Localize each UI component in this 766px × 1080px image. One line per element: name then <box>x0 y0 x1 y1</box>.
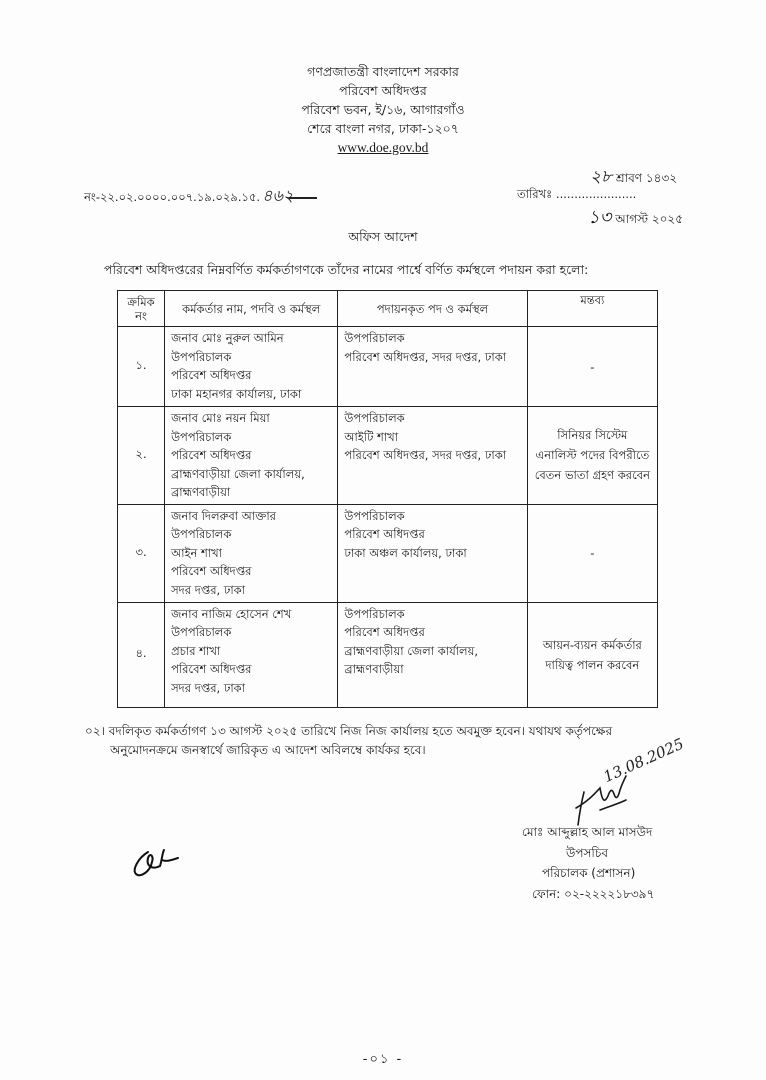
header-serial-line1: ক্রমিক <box>127 294 155 309</box>
cell-officer <box>165 504 338 602</box>
cell-officer-line: পরিবেশ অধিদপ্তর <box>171 662 252 676</box>
table-header-row <box>118 291 658 327</box>
header-posting: পদায়নকৃত পদ ও কর্মস্থল <box>338 291 527 327</box>
letterhead-department: পরিবেশ অধিদপ্তর <box>339 83 427 98</box>
date-english-day: ১৩ <box>588 207 612 228</box>
cell-serial: ৩. <box>118 504 165 602</box>
cell-officer-line: জনাব মোঃ নুরুল আমিন <box>171 331 284 345</box>
cell-serial: ২. <box>118 407 165 505</box>
cell-officer-line: সদর দপ্তর, ঢাকা <box>171 680 246 695</box>
reference-prefix: নং-২২.০২.০০০০.০০৭.১৯.০২৯.১৫. <box>84 190 261 204</box>
cell-remarks-line: বেতন ভাতা গ্রহণ করবেন <box>534 468 650 483</box>
cell-officer-line: ব্রাহ্মণবাড়ীয়া <box>171 485 231 499</box>
reference-handwritten: ৪৬২ <box>262 186 294 205</box>
cell-officer-line: পরিবেশ অধিদপ্তর <box>171 368 252 382</box>
cell-serial: ১. <box>118 327 165 407</box>
cell-remarks <box>527 602 657 707</box>
cell-officer-line: ঢাকা মহানগর কার্যালয়, ঢাকা <box>171 386 302 401</box>
cell-officer-line: জনাব দিলরুবা আক্তার <box>171 508 276 523</box>
intro-text: পরিবেশ অধিদপ্তরের নিম্নবর্ণিত কর্মকর্তাগণকে তাঁদের নামের পার্শ্বে বর্ণিত কর্মস্থলে পদায়ন করা হলো: <box>104 262 589 277</box>
table-row <box>118 407 658 505</box>
document-title: অফিস আদেশ <box>348 229 418 244</box>
table-row <box>118 504 658 602</box>
clause-paragraph <box>85 722 685 760</box>
cell-posting-line: ঢাকা অঞ্চল কার্যালয়, ঢাকা <box>344 545 467 560</box>
handwritten-underline <box>289 197 317 199</box>
signatory-name: মোঃ আব্দুল্লাহ আল মাসউদ <box>522 825 653 839</box>
cell-remarks <box>527 504 657 602</box>
cell-posting-line: উপপরিচালক <box>344 331 405 345</box>
signatory-phone: ফোন: ০২-২২২২১৮৩৯৭ <box>532 886 655 901</box>
cell-remarks-line: দায়িত্ব পালন করবেন <box>545 657 640 672</box>
cell-officer-line: উপপরিচালক <box>171 527 232 541</box>
cell-posting-line: ব্রাহ্মণবাড়ীয়া <box>344 662 404 676</box>
cell-officer-line: উপপরিচালক <box>171 625 232 639</box>
date-label: তারিখঃ ...................... <box>517 187 637 201</box>
cell-posting-line: উপপরিচালক <box>344 508 405 523</box>
cell-officer-line: আইন শাখা <box>171 545 223 560</box>
cell-posting-line: উপপরিচালক <box>344 606 405 621</box>
letterhead-website[interactable]: www.doe.gov.bd <box>337 140 429 155</box>
cell-officer-line: জনাব নাজিম হোসেন শেখ <box>171 606 292 621</box>
clause-line-1: ০২। বদলিকৃত কর্মকর্তাগণ ১৩ আগস্ট ২০২৫ তারিখে নিজ নিজ কার্যালয় হতে অবমুক্ত হবেন। যথাযথ কর্তৃপক্ষের <box>85 724 613 738</box>
cell-posting-line: পরিবেশ অধিদপ্তর <box>344 625 425 639</box>
cell-remarks <box>527 407 657 505</box>
date-bangla-day: ২৮ <box>590 167 613 187</box>
cell-remarks-line: - <box>590 546 595 560</box>
cell-officer-line: জনাব মোঃ নয়ন মিয়া <box>171 411 270 425</box>
letterhead-address-2: শেরে বাংলা নগর, ঢাকা-১২০৭ <box>307 121 459 136</box>
cell-posting <box>338 504 527 602</box>
cell-remarks-line: - <box>590 359 595 374</box>
cell-remarks <box>527 327 657 407</box>
reference-number <box>84 183 317 210</box>
cell-posting-line: পরিবেশ অধিদপ্তর <box>344 527 425 541</box>
initial-signature <box>126 840 186 880</box>
table-row <box>118 602 658 707</box>
signature-image <box>560 770 690 830</box>
cell-officer-line: প্রচার শাখা <box>171 643 221 658</box>
cell-posting <box>338 327 527 407</box>
cell-posting-line: ব্রাহ্মণবাড়ীয়া জেলা কার্যালয়, <box>344 643 479 658</box>
cell-officer-line: পরিবেশ অধিদপ্তর <box>171 448 252 462</box>
table-row <box>118 327 658 407</box>
signatory-block <box>522 822 722 904</box>
header-serial-line2: নং <box>135 308 147 323</box>
cell-officer <box>165 327 338 407</box>
date-english-month-year: আগস্ট ২০২৫ <box>615 212 683 226</box>
cell-officer <box>165 407 338 505</box>
cell-officer-line: উপপরিচালক <box>171 349 232 364</box>
cell-posting <box>338 407 527 505</box>
cell-posting-line: পরিবেশ অধিদপ্তর, সদর দপ্তর, ঢাকা <box>344 349 507 364</box>
cell-officer-line: সদর দপ্তর, ঢাকা <box>171 582 246 597</box>
cell-officer <box>165 602 338 707</box>
letterhead-govt: গণপ্রজাতন্ত্রী বাংলাদেশ সরকার <box>307 64 459 79</box>
date-bangla-month-year: শ্রাবণ ১৪৩২ <box>615 171 678 185</box>
letterhead <box>0 62 766 157</box>
cell-officer-line: পরিবেশ অধিদপ্তর <box>171 564 252 578</box>
cell-posting-line: আইটি শাখা <box>344 429 399 444</box>
signature-date: 13.08.2025 <box>600 734 687 786</box>
cell-remarks-line: সিনিয়র সিস্টেম <box>557 428 628 443</box>
cell-remarks-line: এনালিস্ট পদের বিপরীতে <box>535 448 650 463</box>
header-officer: কর্মকর্তার নাম, পদবি ও কর্মস্থল <box>165 291 338 327</box>
signatory-role: পরিচালক (প্রশাসন) <box>542 866 636 880</box>
posting-table <box>117 290 658 708</box>
cell-remarks-line: আয়ন-ব্যয়ন কর্মকর্তার <box>542 637 642 652</box>
clause-line-2: অনুমোদনক্রমে জনস্বার্থে জারিকৃত এ আদেশ অবিলম্বে কার্যকর হবে। <box>110 743 426 757</box>
cell-posting <box>338 602 527 707</box>
letterhead-address-1: পরিবেশ ভবন, ই/১৬, আগারগাঁও <box>301 102 465 117</box>
table-body <box>118 327 658 708</box>
page-number: -০১ - <box>362 1052 404 1067</box>
header-remarks: মন্তব্য <box>527 291 657 327</box>
header-serial <box>118 291 165 327</box>
cell-officer-line: উপপরিচালক <box>171 429 232 444</box>
signatory-designation: উপসচিব <box>566 845 609 860</box>
cell-serial: ৪. <box>118 602 165 707</box>
cell-posting-line: উপপরিচালক <box>344 411 405 425</box>
cell-posting-line: পরিবেশ অধিদপ্তর, সদর দপ্তর, ঢাকা <box>344 448 507 462</box>
cell-officer-line: ব্রাহ্মণবাড়ীয়া জেলা কার্যালয়, <box>171 466 305 481</box>
